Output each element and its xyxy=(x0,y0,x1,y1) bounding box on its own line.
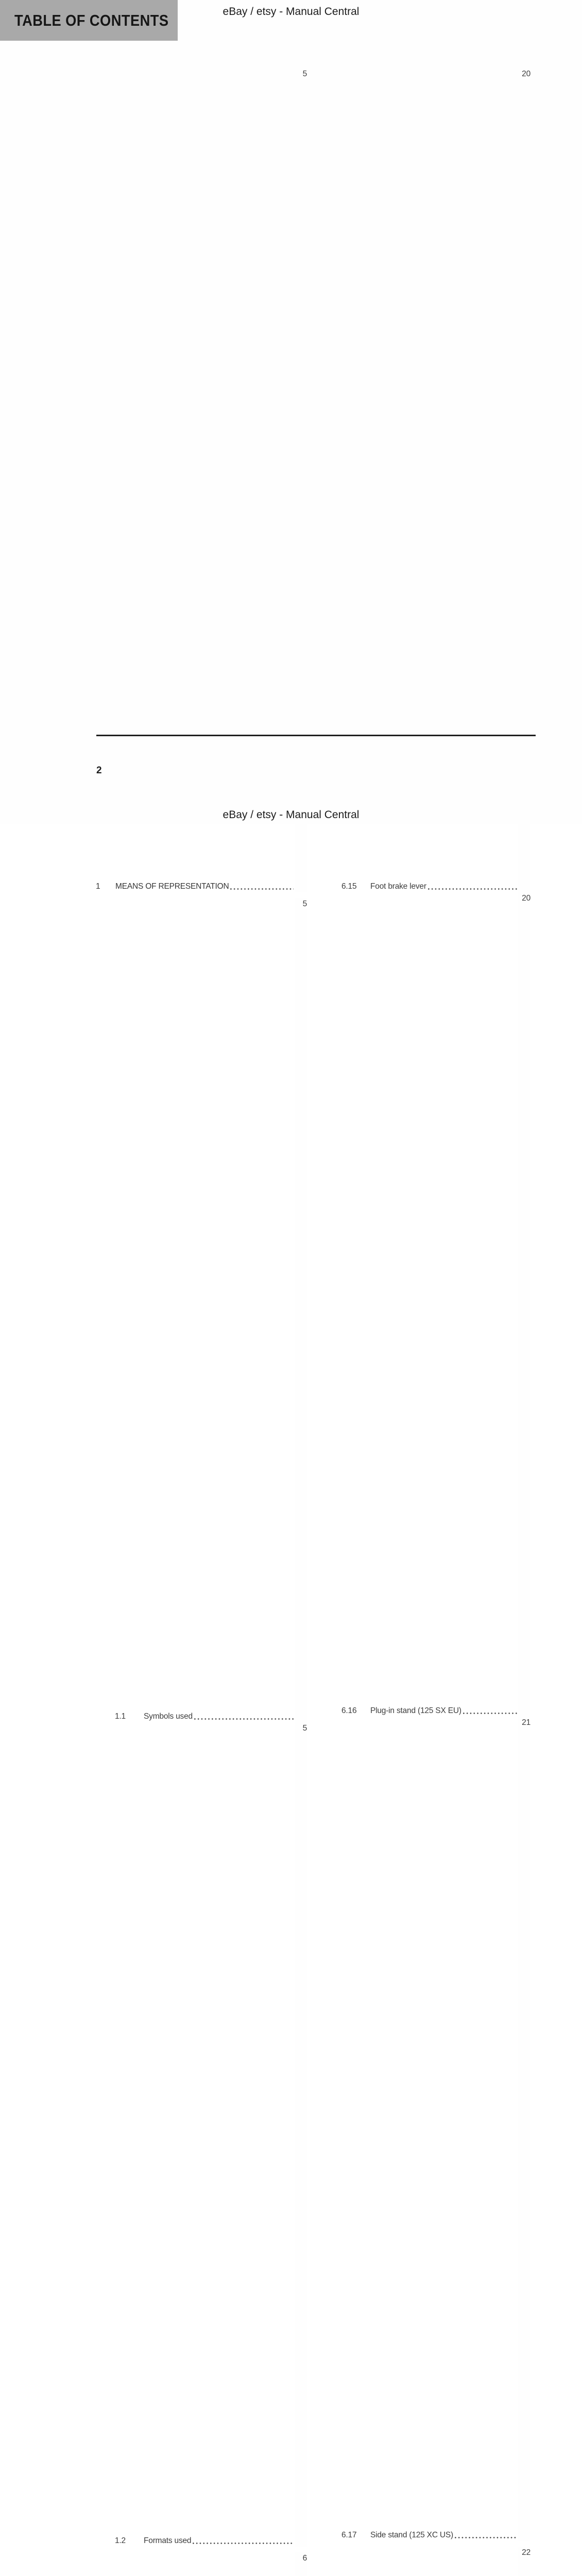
page-number: 2 xyxy=(96,765,102,776)
toc-entry-page: 5 xyxy=(295,898,307,1722)
dot-leader xyxy=(428,880,517,892)
footer-rule xyxy=(96,735,536,736)
dot-leader xyxy=(455,2529,517,2541)
page-kicker-label: TABLE OF CONTENTS xyxy=(14,11,169,29)
toc-entry-page: 20 xyxy=(518,892,530,1717)
toc-sub-entry xyxy=(322,1717,530,2541)
toc-entry-title: MEANS OF REPRESENTATION xyxy=(115,882,229,891)
toc-column-left xyxy=(96,68,307,2576)
toc-entry-page: 21 xyxy=(518,1717,530,2541)
toc-entry-title: Plug-in stand (125 SX EU) xyxy=(370,1706,461,1715)
dot-leader xyxy=(193,2535,294,2547)
dot-leader xyxy=(194,1710,294,1722)
toc-section-entry xyxy=(96,68,307,892)
toc-section-entry xyxy=(96,2552,307,2576)
toc-entry-number: 1.1 xyxy=(115,1712,126,1721)
toc-entry-title: Side stand (125 XC US) xyxy=(370,2531,454,2539)
toc-entry-number: 6.15 xyxy=(341,882,357,891)
toc-sub-entry xyxy=(96,898,307,1722)
toc-section-entry xyxy=(322,2547,530,2576)
toc-entry-number: 1.2 xyxy=(115,2536,126,2545)
toc-entry-number: 6.16 xyxy=(341,1706,357,1715)
table-of-contents xyxy=(96,68,530,2576)
toc-entry-number: 1 xyxy=(96,882,100,891)
toc-entry-page: 20 xyxy=(518,68,530,892)
dot-leader xyxy=(230,880,294,892)
toc-sub-entry xyxy=(322,892,530,1717)
header-title: eBay / etsy - Manual Central xyxy=(222,6,360,18)
toc-entry-title: Symbols used xyxy=(144,1712,193,1721)
toc-entry-title: Foot brake lever xyxy=(370,882,426,891)
toc-entry-page: 5 xyxy=(295,68,307,892)
toc-entry-page: 22 xyxy=(518,2547,530,2576)
footer-title: eBay / etsy - Manual Central xyxy=(222,809,360,821)
toc-sub-entry xyxy=(96,1722,307,2547)
toc-entry-title: Formats used xyxy=(144,2536,192,2545)
dot-leader xyxy=(463,1705,517,1717)
toc-entry-number: 6.17 xyxy=(341,2531,357,2539)
toc-sub-entry xyxy=(322,68,530,892)
toc-column-right xyxy=(322,68,530,2576)
toc-entry-page: 5 xyxy=(295,1722,307,2547)
toc-entry-page: 6 xyxy=(295,2552,307,2576)
